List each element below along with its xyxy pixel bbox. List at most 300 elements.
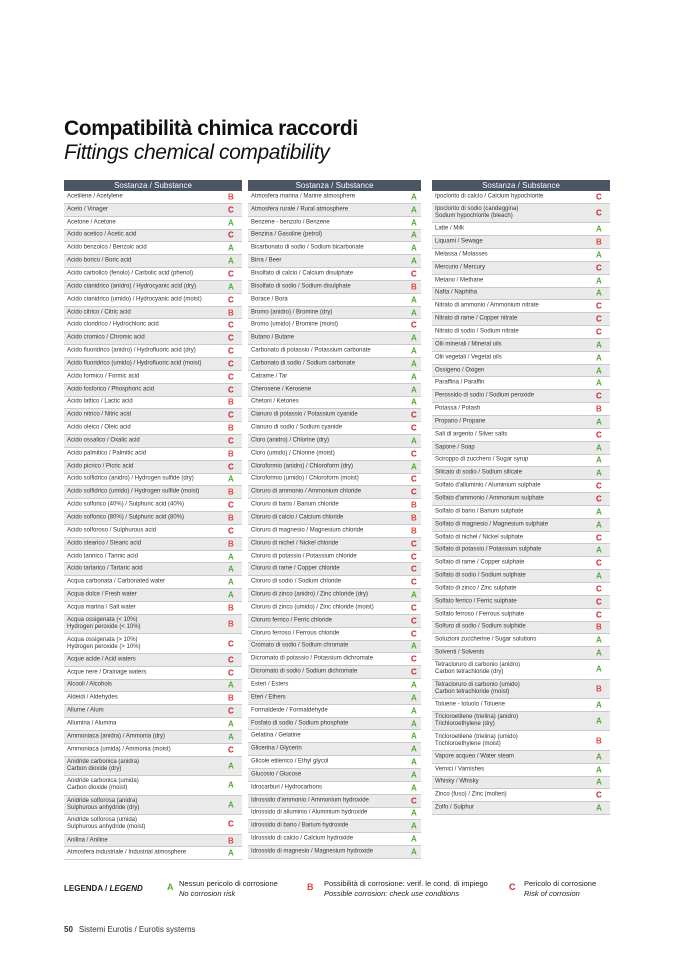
table-row [432,493,610,506]
compatibility-rating: A [411,719,417,729]
legend-title-en: LEGEND [109,884,143,893]
compatibility-rating: A [596,417,602,427]
substance-name: Acido cloridrico / Hydrochloric acid [67,321,159,328]
table-row [432,223,610,236]
compatibility-rating: A [411,436,417,446]
table-row [248,653,421,666]
table-row [64,217,242,230]
substance-name: Bisolfato di calcio / Calcium disulphate [251,270,354,277]
table-row [248,782,421,795]
compatibility-rating: C [596,430,602,440]
compatibility-rating: B [228,308,234,318]
table-row [248,461,421,474]
table-row [432,236,610,249]
table-row [64,512,242,525]
table-row [248,499,421,512]
table-row [432,647,610,660]
substance-name: Catrame / Tar [251,373,288,380]
substance-name: Chetoni / Ketones [251,398,299,405]
table-row [432,634,610,647]
substance-name: Bisolfato di sodio / Sodium disulphate [251,283,351,290]
table-row [248,589,421,602]
compatibility-rating: A [596,378,602,388]
substance-name: Carbonato di potassio / Potassium carbonate [251,347,371,354]
table-row [64,692,242,705]
compatibility-rating: C [228,745,234,755]
compatibility-rating: B [228,397,234,407]
compatibility-rating: B [411,526,417,536]
substance-name: Dicromato di potassio / Potassium dichromate [251,655,374,662]
compatibility-rating: B [228,192,234,202]
substance-name: Acido nitrico / Nitric acid [67,411,132,418]
substance-name: Nitrato di sodio / Sodium nitrate [435,328,519,335]
table-row [432,352,610,365]
compatibility-rating: B [228,487,234,497]
substance-name: Formaldeide / Formaldehyde [251,707,328,714]
table-row [64,654,242,667]
substance-name: Propano / Propane [435,418,486,425]
substance-name: Zinco (fuso) / Zinc (molten) [435,791,507,798]
substance-name: Ipoclorito di sodio (candeggina) Sodium hypochlorite (bleach) [435,206,519,220]
substance-name: Anidride carbonica (umida) Carbon dioxide (moist) [67,778,139,792]
compatibility-rating: A [596,777,602,787]
compatibility-rating: C [411,487,417,497]
table-row [248,307,421,320]
table-row [248,332,421,345]
substance-name: Fosfato di sodio / Sodium phosphate [251,720,349,727]
compatibility-rating: A [596,635,602,645]
compatibility-rating: C [596,597,602,607]
table-row [64,563,242,576]
table-row [64,634,242,654]
substance-name: Perossido di sodio / Sodium peroxide [435,392,535,399]
table-row [432,377,610,390]
table-row [248,448,421,461]
substance-name: Acido ossalico / Oxalic acid [67,437,140,444]
column-header: Sostanza / Substance [64,180,242,191]
column-header: Sostanza / Substance [248,180,421,191]
substance-name: Cloruro di nichel / Nickel chloride [251,540,339,547]
substance-name: Atmosfera marina / Marine atmosphere [251,193,356,200]
table-row [64,576,242,589]
table-row [64,474,242,487]
page-subtitle: Fittings chemical compatibility [64,141,330,164]
table-row [432,390,610,403]
compatibility-rating: A [228,256,234,266]
table-row [64,499,242,512]
compatibility-rating: C [228,819,234,829]
compatibility-rating: A [411,590,417,600]
compatibility-rating: C [411,654,417,664]
page-number: 50 [64,925,73,934]
substance-name: Nafta / Naphtha [435,289,478,296]
table-row [432,789,610,802]
substance-name: Latte / Milk [435,225,465,232]
compatibility-rating: A [228,218,234,228]
legend-text-it: Possibilità di corrosione: verif. le cond. di impiego [324,879,488,888]
table-row [432,609,610,622]
substance-name: Acqua marina / Salt water [67,604,136,611]
compatibility-rating: A [411,731,417,741]
compatibility-rating: C [596,533,602,543]
table-row [432,570,610,583]
compatibility-rating: A [411,706,417,716]
table-row [64,332,242,345]
legend-text-en: Possible corrosion: check use conditions [324,889,460,898]
substance-name: Vernici / Varnishes [435,766,485,773]
table-row [248,435,421,448]
substance-name: Cloruro di potassio / Potassium chloride [251,553,357,560]
table-row [64,551,242,564]
substance-name: Atmosfera industriale / Industrial atmosphere [67,849,187,856]
table-row [432,557,610,570]
compatibility-rating: A [228,780,234,790]
substance-name: Cloroformio (anidro) / Chloroform (dry) [251,463,354,470]
compatibility-rating: C [228,295,234,305]
table-row [432,480,610,493]
substance-name: Acqua dolce / Fresh water [67,591,137,598]
compatibility-rating: C [228,639,234,649]
compatibility-rating: B [228,836,234,846]
table-row [64,615,242,635]
table-row [432,506,610,519]
legend-letter: A [167,882,174,892]
compatibility-rating: A [596,366,602,376]
table-row [432,467,610,480]
substance-name: Acido carbolico (fenolo) / Carbolic acid (phenol) [67,270,194,277]
substance-name: Paraffina / Paraffin [435,379,485,386]
substance-name: Anidride solforosa (anidra) Sulphurous anhydride (dry) [67,797,140,811]
table-row [64,397,242,410]
substance-name: Potassa / Potash [435,405,481,412]
legend-title: LEGENDA / LEGEND [64,884,143,893]
compatibility-rating: C [411,423,417,433]
compatibility-rating: A [411,744,417,754]
table-row [432,275,610,288]
compatibility-rating: B [596,237,602,247]
table-row [64,307,242,320]
compatibility-rating: A [411,295,417,305]
substance-name: Acido solfidrico (anidro) / Hydrogen sulfide (dry) [67,475,194,482]
compatibility-rating: A [596,340,602,350]
substance-name: Tetracloruro di carbonio (umido) Carbon tetrachloride (moist) [435,681,520,695]
compatibility-rating: C [411,796,417,806]
substance-name: Acido picrico / Picric acid [67,463,134,470]
compatibility-rating: A [411,333,417,343]
table-row [248,358,421,371]
table-row [64,757,242,777]
table-row [432,751,610,764]
substance-name: Solfato di sodio / Sodium sulphate [435,572,526,579]
substance-name: Acetilene / Acetylene [67,193,123,200]
table-row [64,191,242,204]
table-row [432,365,610,378]
table-row [432,442,610,455]
table-row [248,538,421,551]
substance-name: Cloruro di sodio / Sodium chloride [251,578,342,585]
compatibility-rating: B [596,684,602,694]
table-row [64,705,242,718]
table-row [432,699,610,712]
table-row [64,204,242,217]
compatibility-rating: C [228,410,234,420]
compatibility-rating: A [411,230,417,240]
substance-name: Solfato d'alluminio / Aluminium sulphate [435,482,541,489]
compatibility-rating: C [411,552,417,562]
substance-name: Melassa / Molasses [435,251,488,258]
table-row [432,622,610,635]
compatibility-rating: A [228,590,234,600]
compatibility-rating: A [228,282,234,292]
compatibility-rating: C [411,410,417,420]
compatibility-rating: A [411,256,417,266]
table-row [64,815,242,835]
substance-name: Idrossido d'ammonio / Ammonium hydroxide [251,797,369,804]
legend-text-it: Pericolo di corrosione [524,879,597,888]
table-row [64,230,242,243]
footer-text: Sistemi Eurotis / Eurotis systems [78,925,196,934]
substance-name: Anidride solforosa (umida) Sulphurous anhydride (moist) [67,817,146,831]
table-row [432,288,610,301]
compatibility-rating: C [411,269,417,279]
substance-name: Solfato di potassio / Potassium sulphate [435,546,542,553]
table-row [64,486,242,499]
compatibility-rating: A [596,571,602,581]
substance-name: Cloruro di ammonio / Ammonium chloride [251,488,362,495]
substance-name: Cloruro di rame / Copper chloride [251,565,340,572]
substance-name: Tricloroetilene (trielina) (umido) Trichloroethylene (moist) [435,733,518,747]
table-row [432,680,610,700]
substance-name: Cloruro ferrico / Ferric chloride [251,617,333,624]
substance-name: Sapone / Soap [435,444,475,451]
substance-name: Acido tannico / Tannic acid [67,553,138,560]
compatibility-rating: A [596,250,602,260]
compatibility-rating: A [596,353,602,363]
compatibility-rating: C [596,584,602,594]
compatibility-rating: A [411,192,417,202]
table-row [248,474,421,487]
compatibility-rating: B [596,736,602,746]
table-row [64,294,242,307]
substance-name: Idrossido di calcio / Calcium hydroxide [251,835,354,842]
compatibility-rating: B [596,404,602,414]
table-column-2 [248,180,421,859]
legend-text-en: No corrosion risk [179,889,236,898]
substance-name: Solfato di magnesio / Magnesium sulphate [435,521,549,528]
substance-name: Carbonato di sodio / Sodium carbonate [251,360,356,367]
substance-name: Acido citrico / Citric acid [67,309,131,316]
substance-name: Allume / Alum [67,707,104,714]
table-rows [64,191,242,860]
substance-name: Cloruro di magnesio / Magnesium chloride [251,527,364,534]
compatibility-rating: A [596,648,602,658]
table-row [64,345,242,358]
table-row [432,764,610,777]
substance-name: Acido formico / Formic acid [67,373,140,380]
table-row [64,589,242,602]
compatibility-rating: A [411,641,417,651]
table-row [248,409,421,422]
compatibility-rating: A [411,693,417,703]
substance-name: Dicromato di sodio / Sodium dichromate [251,668,358,675]
table-row [64,242,242,255]
substance-name: Solfato di zinco / Zinc sulphate [435,585,517,592]
compatibility-rating: B [228,513,234,523]
table-row [64,281,242,294]
compatibility-rating: A [596,443,602,453]
compatibility-rating: A [596,455,602,465]
compatibility-rating: A [228,732,234,742]
table-row [64,680,242,693]
compatibility-rating: C [596,192,602,202]
table-row [248,191,421,204]
compatibility-rating: C [411,629,417,639]
table-row [248,525,421,538]
compatibility-rating: A [411,770,417,780]
table-row [432,191,610,204]
compatibility-rating: C [228,655,234,665]
compatibility-rating: A [411,308,417,318]
compatibility-rating: A [596,545,602,555]
table-row [432,777,610,790]
table-row [64,847,242,860]
legend-letter: C [509,882,516,892]
compatibility-rating: C [228,269,234,279]
substance-name: Cloruro di zinco (anidro) / Zinc chloride (dry) [251,591,369,598]
table-row [248,345,421,358]
substance-name: Cloruro di bario / Barium chloride [251,501,339,508]
compatibility-rating: C [228,346,234,356]
substance-name: Cianuro di potassio / Potassium cyanide [251,411,358,418]
compatibility-rating: C [411,616,417,626]
table-row [248,230,421,243]
compatibility-rating: A [596,224,602,234]
compatibility-rating: C [228,320,234,330]
compatibility-rating: B [228,449,234,459]
substance-name: Atmosfera rurale / Rural atmosphere [251,206,349,213]
substance-name: Idrossido di magnesio / Magnesium hydroxide [251,848,374,855]
substance-name: Bromo (umido) / Bromine (moist) [251,321,339,328]
table-row [64,538,242,551]
compatibility-rating: C [228,372,234,382]
substance-name: Ammoniaca (umida) / Ammonia (moist) [67,746,171,753]
substance-name: Acido fosforico / Phosphoric acid [67,386,155,393]
substance-name: Cloruro di calcio / Calcium chloride [251,514,344,521]
compatibility-rating: A [596,468,602,478]
table-row [64,835,242,848]
compatibility-rating: A [228,800,234,810]
substance-name: Birra / Beer [251,257,282,264]
substance-name: Ossigeno / Oxigen [435,367,485,374]
table-row [64,796,242,816]
substance-name: Benzene - benzolo / Benzene [251,219,330,226]
compatibility-rating: A [228,577,234,587]
substance-name: Acido cromico / Chromic acid [67,334,145,341]
table-row [248,692,421,705]
substance-name: Alcooli / Alcohols [67,681,113,688]
compatibility-rating: C [596,610,602,620]
legend-text-en: Risk of corrosion [524,889,580,898]
table-rows [248,191,421,859]
substance-name: Acido solforico (40%) / Sulphuric acid (40%) [67,501,185,508]
substance-name: Eteri / Ethers [251,694,286,701]
compatibility-rating: B [228,423,234,433]
compatibility-rating: A [411,205,417,215]
table-row [64,448,242,461]
substance-name: Acido palmitico / Palmitic acid [67,450,147,457]
table-row [248,204,421,217]
column-header: Sostanza / Substance [432,180,610,191]
substance-name: Aldeidi / Aldehydes [67,694,118,701]
substance-name: Cloruro di zinco (umido) / Zinc chloride (moist) [251,604,374,611]
substance-name: Acido solforico (80%) / Sulphuric acid (80%) [67,514,185,521]
table-row [64,602,242,615]
compatibility-rating: C [596,790,602,800]
compatibility-rating: C [411,539,417,549]
compatibility-rating: A [411,218,417,228]
compatibility-rating: C [228,205,234,215]
compatibility-rating: B [596,622,602,632]
table-row [248,833,421,846]
substance-name: Sciroppo di zucchero / Sugar syrup [435,456,529,463]
table-row [64,776,242,796]
substance-name: Acido borico / Boric acid [67,257,132,264]
compatibility-rating: C [596,208,602,218]
substance-name: Acido cianidrico (umido) / Hydrocyanic acid (moist) [67,296,202,303]
table-row [64,255,242,268]
substance-name: Glicole etilenico / Ethyl glycol [251,758,329,765]
compatibility-rating: C [596,301,602,311]
compatibility-rating: C [596,558,602,568]
table-row [248,217,421,230]
table-row [248,268,421,281]
compatibility-rating: B [411,500,417,510]
compatibility-rating: A [411,385,417,395]
substance-name: Esteri / Esters [251,681,289,688]
table-row [248,512,421,525]
table-row [64,525,242,538]
substance-name: Olii vegetali / Vegetal oils [435,354,502,361]
table-row [64,371,242,384]
compatibility-rating: A [411,462,417,472]
compatibility-rating: C [411,449,417,459]
table-row [432,731,610,751]
table-row [432,802,610,815]
table-row [248,576,421,589]
substance-name: Solventi / Solvents [435,649,485,656]
table-row [432,596,610,609]
table-row [432,532,610,545]
substance-name: Acido fluoridrico (umido) / Hydrofluoric acid (moist) [67,360,202,367]
compatibility-rating: A [228,243,234,253]
table-row [248,319,421,332]
substance-name: Ammoniaca (anidra) / Ammonia (dry) [67,733,166,740]
substance-name: Butano / Butane [251,334,295,341]
compatibility-rating: C [596,391,602,401]
compatibility-rating: A [228,680,234,690]
compatibility-rating: A [596,520,602,530]
substance-name: Anidride carbonica (anidra) Carbon dioxide (dry) [67,758,140,772]
substance-name: Cloro (umido) / Chlorine (moist) [251,450,335,457]
substance-name: Cromato di sodio / Sodium chromate [251,642,349,649]
compatibility-rating: C [411,564,417,574]
compatibility-rating: C [411,577,417,587]
table-row [248,743,421,756]
substance-name: Tricloroetilene (trielina) (anidro) Trichloroethylene (dry) [435,714,519,728]
table-row [248,397,421,410]
compatibility-rating: C [228,385,234,395]
table-column-1 [64,180,242,860]
